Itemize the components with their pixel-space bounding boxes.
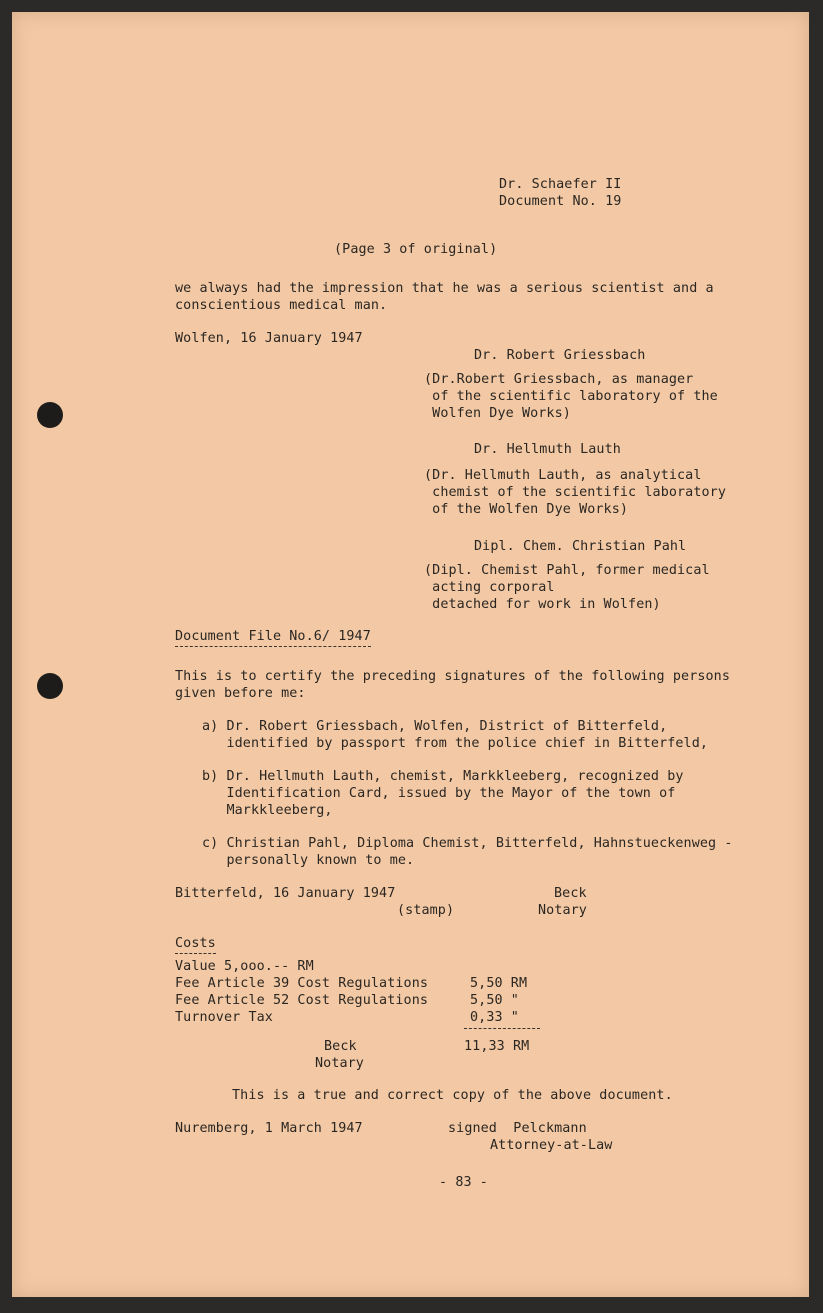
page-number: - 83 -: [439, 1175, 488, 1190]
true-copy-statement: This is a true and correct copy of the above document.: [232, 1088, 673, 1103]
cost-row-amount: 0,33 ": [470, 1010, 519, 1025]
costs-signer-title: Notary: [315, 1056, 364, 1071]
cost-row-label: Fee Article 52 Cost Regulations: [175, 993, 429, 1008]
document-page: [12, 12, 809, 1297]
place-date: Wolfen, 16 January 1947: [175, 331, 363, 346]
footer-signer-title: Attorney-at-Law: [490, 1138, 613, 1153]
signatory-description: Wolfen Dye Works): [424, 406, 571, 421]
header-document-number: Document No. 19: [499, 194, 622, 209]
page-note: (Page 3 of original): [334, 242, 498, 257]
header-author: Dr. Schaefer II: [499, 177, 622, 192]
signatory-name: Dipl. Chem. Christian Pahl: [474, 539, 687, 554]
cost-row-amount: 5,50 RM: [470, 976, 528, 991]
signatory-description: acting corporal: [424, 580, 555, 595]
costs-value: Value 5,ooo.-- RM: [175, 959, 314, 974]
signatory-description: (Dr.Robert Griessbach, as manager: [424, 372, 694, 387]
cost-row-label: Turnover Tax: [175, 1010, 273, 1025]
signatory-name: Dr. Hellmuth Lauth: [474, 442, 621, 457]
signatory-description: of the scientific laboratory of the: [424, 389, 718, 404]
cost-row-label: Fee Article 39 Cost Regulations: [175, 976, 429, 991]
body-line: we always had the impression that he was a serious scientist and a: [175, 281, 714, 296]
total-rule: [464, 1028, 540, 1029]
costs-signer-name: Beck: [324, 1039, 357, 1054]
document-file-heading: Document File No.6/ 1947: [175, 628, 371, 647]
punch-hole-bottom: [37, 673, 63, 699]
certification-item: Markkleeberg,: [202, 803, 333, 818]
certification-item: Identification Card, issued by the Mayor of the town of: [202, 786, 676, 801]
certification-item: a) Dr. Robert Griessbach, Wolfen, District of Bitterfeld,: [202, 719, 668, 734]
costs-total: 11,33 RM: [464, 1039, 530, 1054]
certification-item: c) Christian Pahl, Diploma Chemist, Bitterfeld, Hahnstueckenweg -: [202, 836, 733, 851]
costs-heading: Costs: [175, 935, 216, 954]
certification-item: personally known to me.: [202, 853, 415, 868]
signatory-description: (Dipl. Chemist Pahl, former medical: [424, 563, 710, 578]
certification-intro: given before me:: [175, 686, 306, 701]
punch-hole-top: [37, 402, 63, 428]
certification-item: identified by passport from the police chief in Bitterfeld,: [202, 736, 709, 751]
notary-name: Beck: [554, 886, 587, 901]
cost-row-amount: 5,50 ": [470, 993, 519, 1008]
notary-place-date: Bitterfeld, 16 January 1947: [175, 886, 396, 901]
signatory-description: detached for work in Wolfen): [424, 597, 661, 612]
stamp-note: (stamp): [397, 903, 455, 918]
notary-title: Notary: [538, 903, 587, 918]
certification-intro: This is to certify the preceding signatures of the following persons: [175, 669, 731, 684]
signatory-description: of the Wolfen Dye Works): [424, 502, 629, 517]
certification-item: b) Dr. Hellmuth Lauth, chemist, Markkleeberg, recognized by: [202, 769, 684, 784]
footer-place-date: Nuremberg, 1 March 1947: [175, 1121, 363, 1136]
body-line: conscientious medical man.: [175, 298, 388, 313]
signatory-description: chemist of the scientific laboratory: [424, 485, 726, 500]
signatory-description: (Dr. Hellmuth Lauth, as analytical: [424, 468, 702, 483]
footer-signed: signed Pelckmann: [448, 1121, 587, 1136]
signatory-name: Dr. Robert Griessbach: [474, 348, 646, 363]
